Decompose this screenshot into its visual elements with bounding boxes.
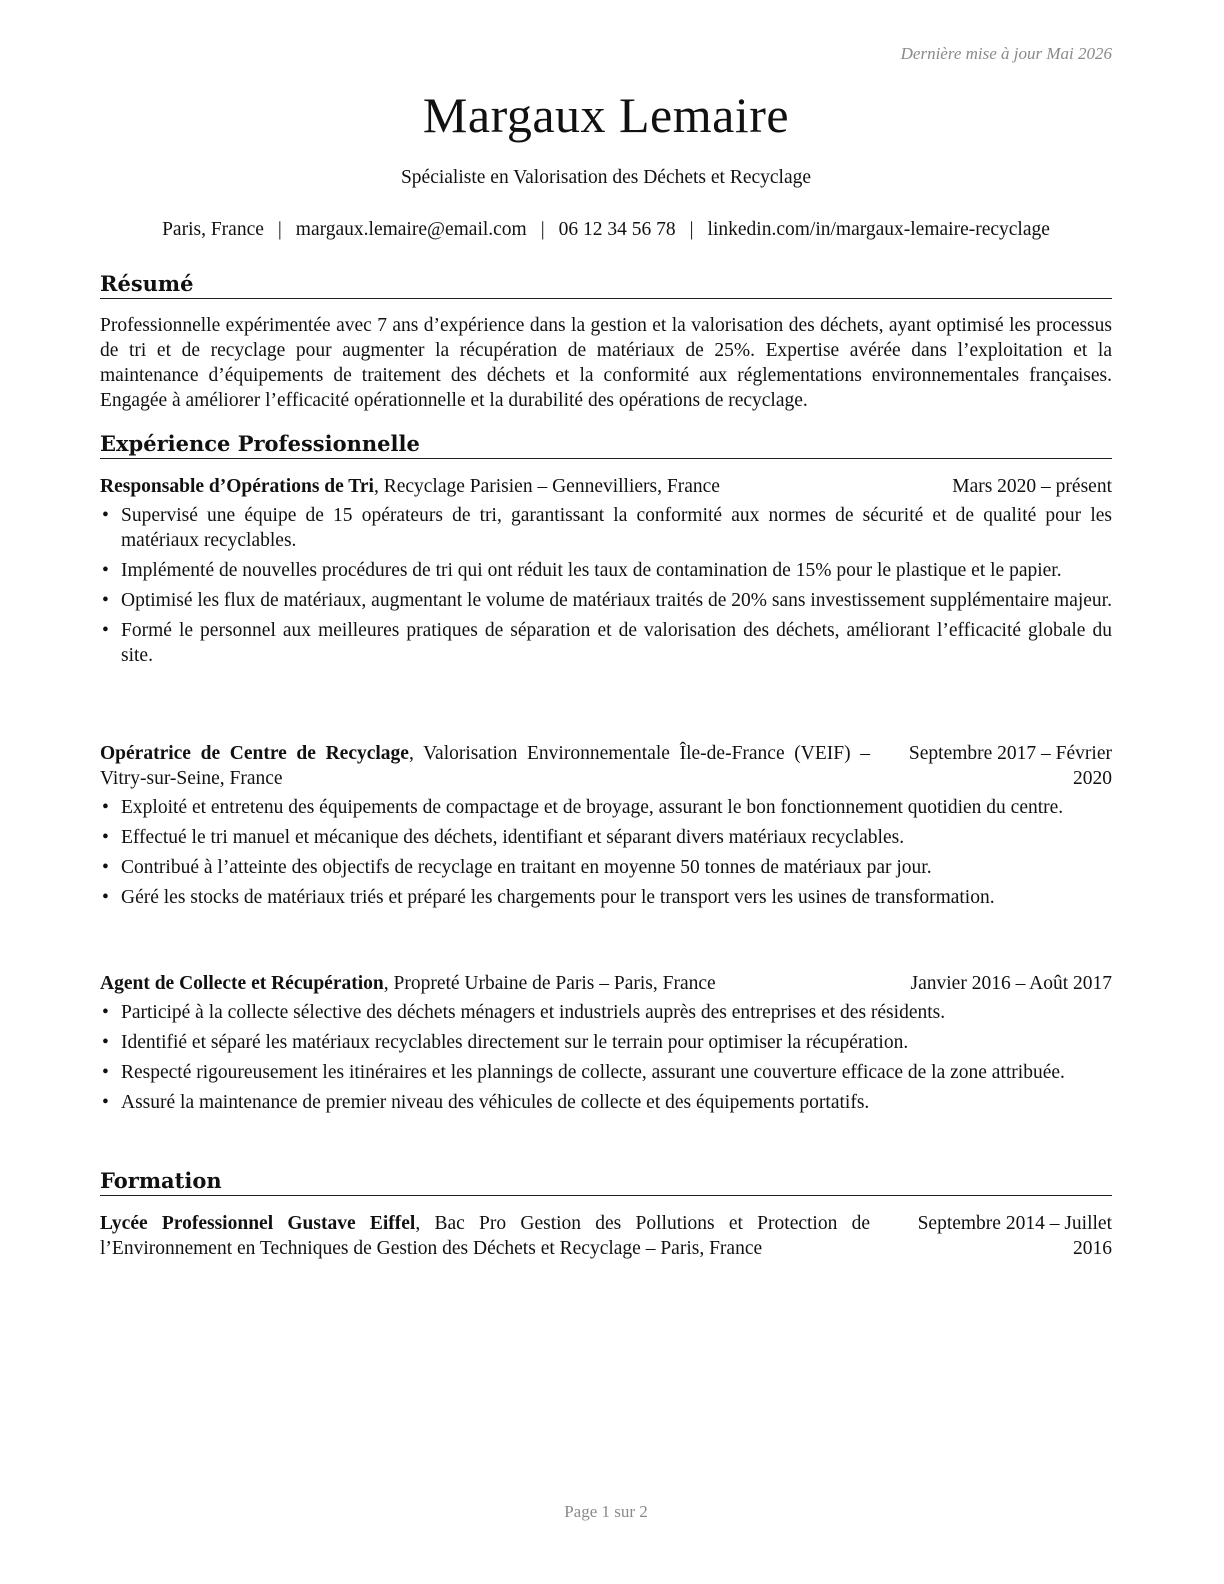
section-experience-heading <box>100 431 1112 459</box>
contact-line <box>0 219 1212 241</box>
list-item: • Implémenté de nouvelles procédures de tri qui ont réduit les taux de contamination de 15% pour le plastique et le papier. <box>102 560 1062 581</box>
job-role: Responsable d’Opérations de Tri <box>100 476 374 497</box>
job-entry <box>100 741 1112 915</box>
job-dates: Mars 2020 – présent <box>952 476 1112 497</box>
section-title-resume: Résumé <box>100 271 1112 299</box>
education-entry <box>100 1211 1112 1261</box>
school-name: Lycée Professionnel Gustave Eiffel <box>100 1213 416 1234</box>
job-bullets <box>100 1000 1112 1115</box>
job-header <box>100 474 1112 499</box>
bullet-icon: • <box>102 1092 109 1113</box>
bullet-icon: • <box>102 1002 109 1023</box>
job-entry <box>100 971 1112 1120</box>
list-item: • Assuré la maintenance de premier niveau des véhicules de collecte et des équipements portatifs. <box>102 1092 870 1113</box>
section-title-experience: Expérience Professionnelle <box>100 431 1112 459</box>
job-dates: Septembre 2017 – Février 2020 <box>908 743 1112 789</box>
list-item: • Contribué à l’atteinte des objectifs de recyclage en traitant en moyenne 50 tonnes de matériaux par jour. <box>102 857 932 878</box>
bullet-icon: • <box>102 505 109 526</box>
list-item: • Optimisé les flux de matériaux, augmentant le volume de matériaux traités de 20% sans investissement supplémentaire majeur. <box>102 590 1112 611</box>
list-item: • Participé à la collecte sélective des déchets ménagers et industriels auprès des entreprises et des résidents. <box>102 1002 946 1023</box>
separator: | <box>689 219 694 240</box>
degree-text: , Bac Pro Gestion des Pollutions et Protection de l’Environnement en Techniques de Gestion des Déchets et Recyclage – Paris, France <box>100 1213 870 1259</box>
section-title-education: Formation <box>100 1168 1112 1196</box>
job-bullets <box>100 503 1112 668</box>
job-company: , Recyclage Parisien – Gennevilliers, France <box>373 476 720 497</box>
job-subtitle: Spécialiste en Valorisation des Déchets et Recyclage <box>400 167 812 188</box>
contact-linkedin[interactable]: linkedin.com/in/margaux-lemaire-recyclage <box>707 219 1050 240</box>
list-item: • Formé le personnel aux meilleures pratiques de séparation et de valorisation des déchets, améliorant l’efficacité globale du site. <box>102 620 1112 666</box>
section-education-heading <box>100 1168 1112 1196</box>
bullet-icon: • <box>102 827 109 848</box>
section-resume <box>100 271 1112 413</box>
last-updated: Dernière mise à jour Mai 2026 <box>900 44 1112 63</box>
separator: | <box>540 219 545 240</box>
job-entry <box>100 474 1112 673</box>
bullet-icon: • <box>102 857 109 878</box>
job-dates: Janvier 2016 – Août 2017 <box>910 973 1112 994</box>
separator: | <box>277 219 282 240</box>
contact-phone: 06 12 34 56 78 <box>558 219 676 240</box>
education-header <box>100 1211 1112 1261</box>
resume-text: Professionnelle expérimentée avec 7 ans d’expérience dans la gestion et la valorisation des déchets, ayant optimisé les processus de tri et de recyclage pour augmenter la récupération de matériaux de 25%. Expertise avérée dans l’exploitation et la maintenance d’équipements de traitement des déchets et la conformité aux réglementations environnementales françaises. Engagée à améliorer l’efficacité opérationnelle et la durabilité des opérations de recyclage. <box>100 315 1112 411</box>
contact-location: Paris, France <box>162 219 264 240</box>
job-bullets <box>100 795 1112 910</box>
job-header <box>100 741 1112 791</box>
bullet-icon: • <box>102 620 109 641</box>
job-role: Agent de Collecte et Récupération <box>100 973 384 994</box>
contact-email[interactable]: margaux.lemaire@email.com <box>295 219 527 240</box>
candidate-name: Margaux Lemaire <box>422 87 790 143</box>
bullet-icon: • <box>102 1032 109 1053</box>
job-company: , Valorisation Environnementale Île-de-France (VEIF) – Vitry-sur-Seine, France <box>100 743 870 789</box>
list-item: • Géré les stocks de matériaux triés et préparé les chargements pour le transport vers les usines de transformation. <box>102 887 995 908</box>
job-company: , Propreté Urbaine de Paris – Paris, France <box>383 973 716 994</box>
list-item: • Exploité et entretenu des équipements de compactage et de broyage, assurant le bon fonctionnement quotidien du centre. <box>102 797 1064 818</box>
job-header <box>100 971 1112 996</box>
page-number: Page 1 sur 2 <box>564 1502 648 1521</box>
list-item: • Respecté rigoureusement les itinéraires et les plannings de collecte, assurant une couverture efficace de la zone attribuée. <box>102 1062 1065 1083</box>
list-item: • Supervisé une équipe de 15 opérateurs de tri, garantissant la conformité aux normes de sécurité et de qualité pour les matériaux recyclables. <box>102 505 1112 551</box>
education-dates: Septembre 2014 – Juillet 2016 <box>917 1213 1112 1259</box>
bullet-icon: • <box>102 590 109 611</box>
list-item: • Effectué le tri manuel et mécanique des déchets, identifiant et séparant divers matériaux recyclables. <box>102 827 905 848</box>
bullet-icon: • <box>102 887 109 908</box>
bullet-icon: • <box>102 560 109 581</box>
bullet-icon: • <box>102 1062 109 1083</box>
list-item: • Identifié et séparé les matériaux recyclables directement sur le terrain pour optimiser la récupération. <box>102 1032 909 1053</box>
bullet-icon: • <box>102 797 109 818</box>
job-role: Opératrice de Centre de Recyclage <box>100 743 409 764</box>
